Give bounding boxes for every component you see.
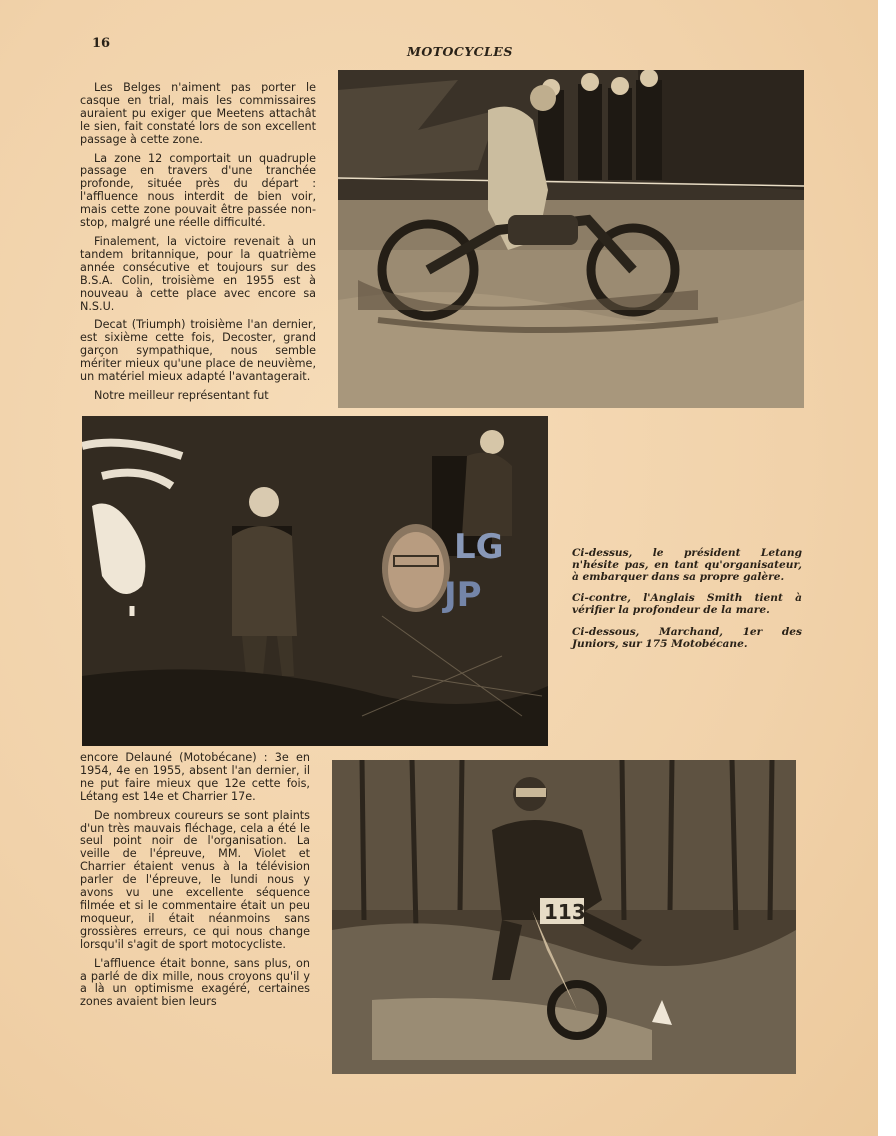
article-column-1	[80, 82, 316, 409]
race-plate-number: 113	[544, 900, 586, 924]
caption-above: Ci-dessus, le président Letang n'hésite pas, en tant qu'organisateur, à embarquer dans sa propre galère.	[572, 547, 802, 583]
paragraph: encore Delauné (Motobécane) : 3e en 1954, 4e en 1955, absent l'an dernier, il ne put faire mieux que 12e cette fois, Létang est 14e et Charrier 17e.	[80, 751, 310, 803]
running-title: MOTOCYCLES	[407, 44, 513, 59]
paragraph: L'affluence était bonne, sans plus, on a parlé de dix mille, nous croyons qu'il y a là un optimisme exagéré, certaines zones avaient bien leurs	[80, 956, 310, 1009]
scan-margin	[878, 0, 896, 1136]
paragraph: Finalement, la victoire revenait à un tandem britannique, pour la quatrième année consécutive et toujours sur des B.S.A. Colin, troisième en 1955 est à nouveau à cette place avec encore sa N.S.U.	[80, 234, 316, 313]
watermark	[380, 518, 520, 618]
paragraph: Decat (Triumph) troisième l'an dernier, est sixième cette fois, Decoster, grand garçon sympathique, nous semble mériter mieux qu'une place de neuvième, un matériel mieux adapté l'avantagerait.	[80, 318, 316, 384]
paragraph: La zone 12 comportait un quadruple passage en travers d'une tranchée profonde, située près du départ : l'affluence nous interdit de bien voir, mais cette zone pouvait être passée non-stop, malgré une réelle difficulté.	[80, 151, 316, 230]
caption-below: Ci-dessous, Marchand, 1er des Juniors, sur 175 Motobécane.	[572, 625, 802, 650]
photo-bottom-junior-rider	[332, 760, 796, 1074]
caption-beside: Ci-contre, l'Anglais Smith tient à vérifier la profondeur de la mare.	[572, 592, 802, 617]
photo-top-rider-in-mud	[338, 70, 804, 408]
article-column-2	[80, 752, 310, 1015]
paragraph: Les Belges n'aiment pas porter le casque en trial, mais les commissaires auraient pu exiger que Meetens attachât le sien, fait constaté lors de son excellent passage à cette zone.	[80, 81, 316, 146]
watermark-line-1: LG	[454, 527, 504, 567]
page-number: 16	[92, 36, 111, 51]
watermark-line-2: JP	[444, 575, 482, 615]
paragraph: De nombreux coureurs se sont plaints d'un très mauvais fléchage, cela a été le seul point noir de l'organisation. La veille de l'épreuve, MM. Violet et Charrier étaient venus à la télévision parler de l'épreuve, le lundi nous y avons vu une excellente séquence filmée et si le commentaire était un peu moqueur, il était néanmoins sans grossières erreurs, ce qui nous change lorsqu'il s'agit de sport motocycliste.	[80, 808, 310, 951]
paragraph: Notre meilleur représentant fut	[94, 388, 269, 402]
photo-captions	[572, 548, 802, 661]
